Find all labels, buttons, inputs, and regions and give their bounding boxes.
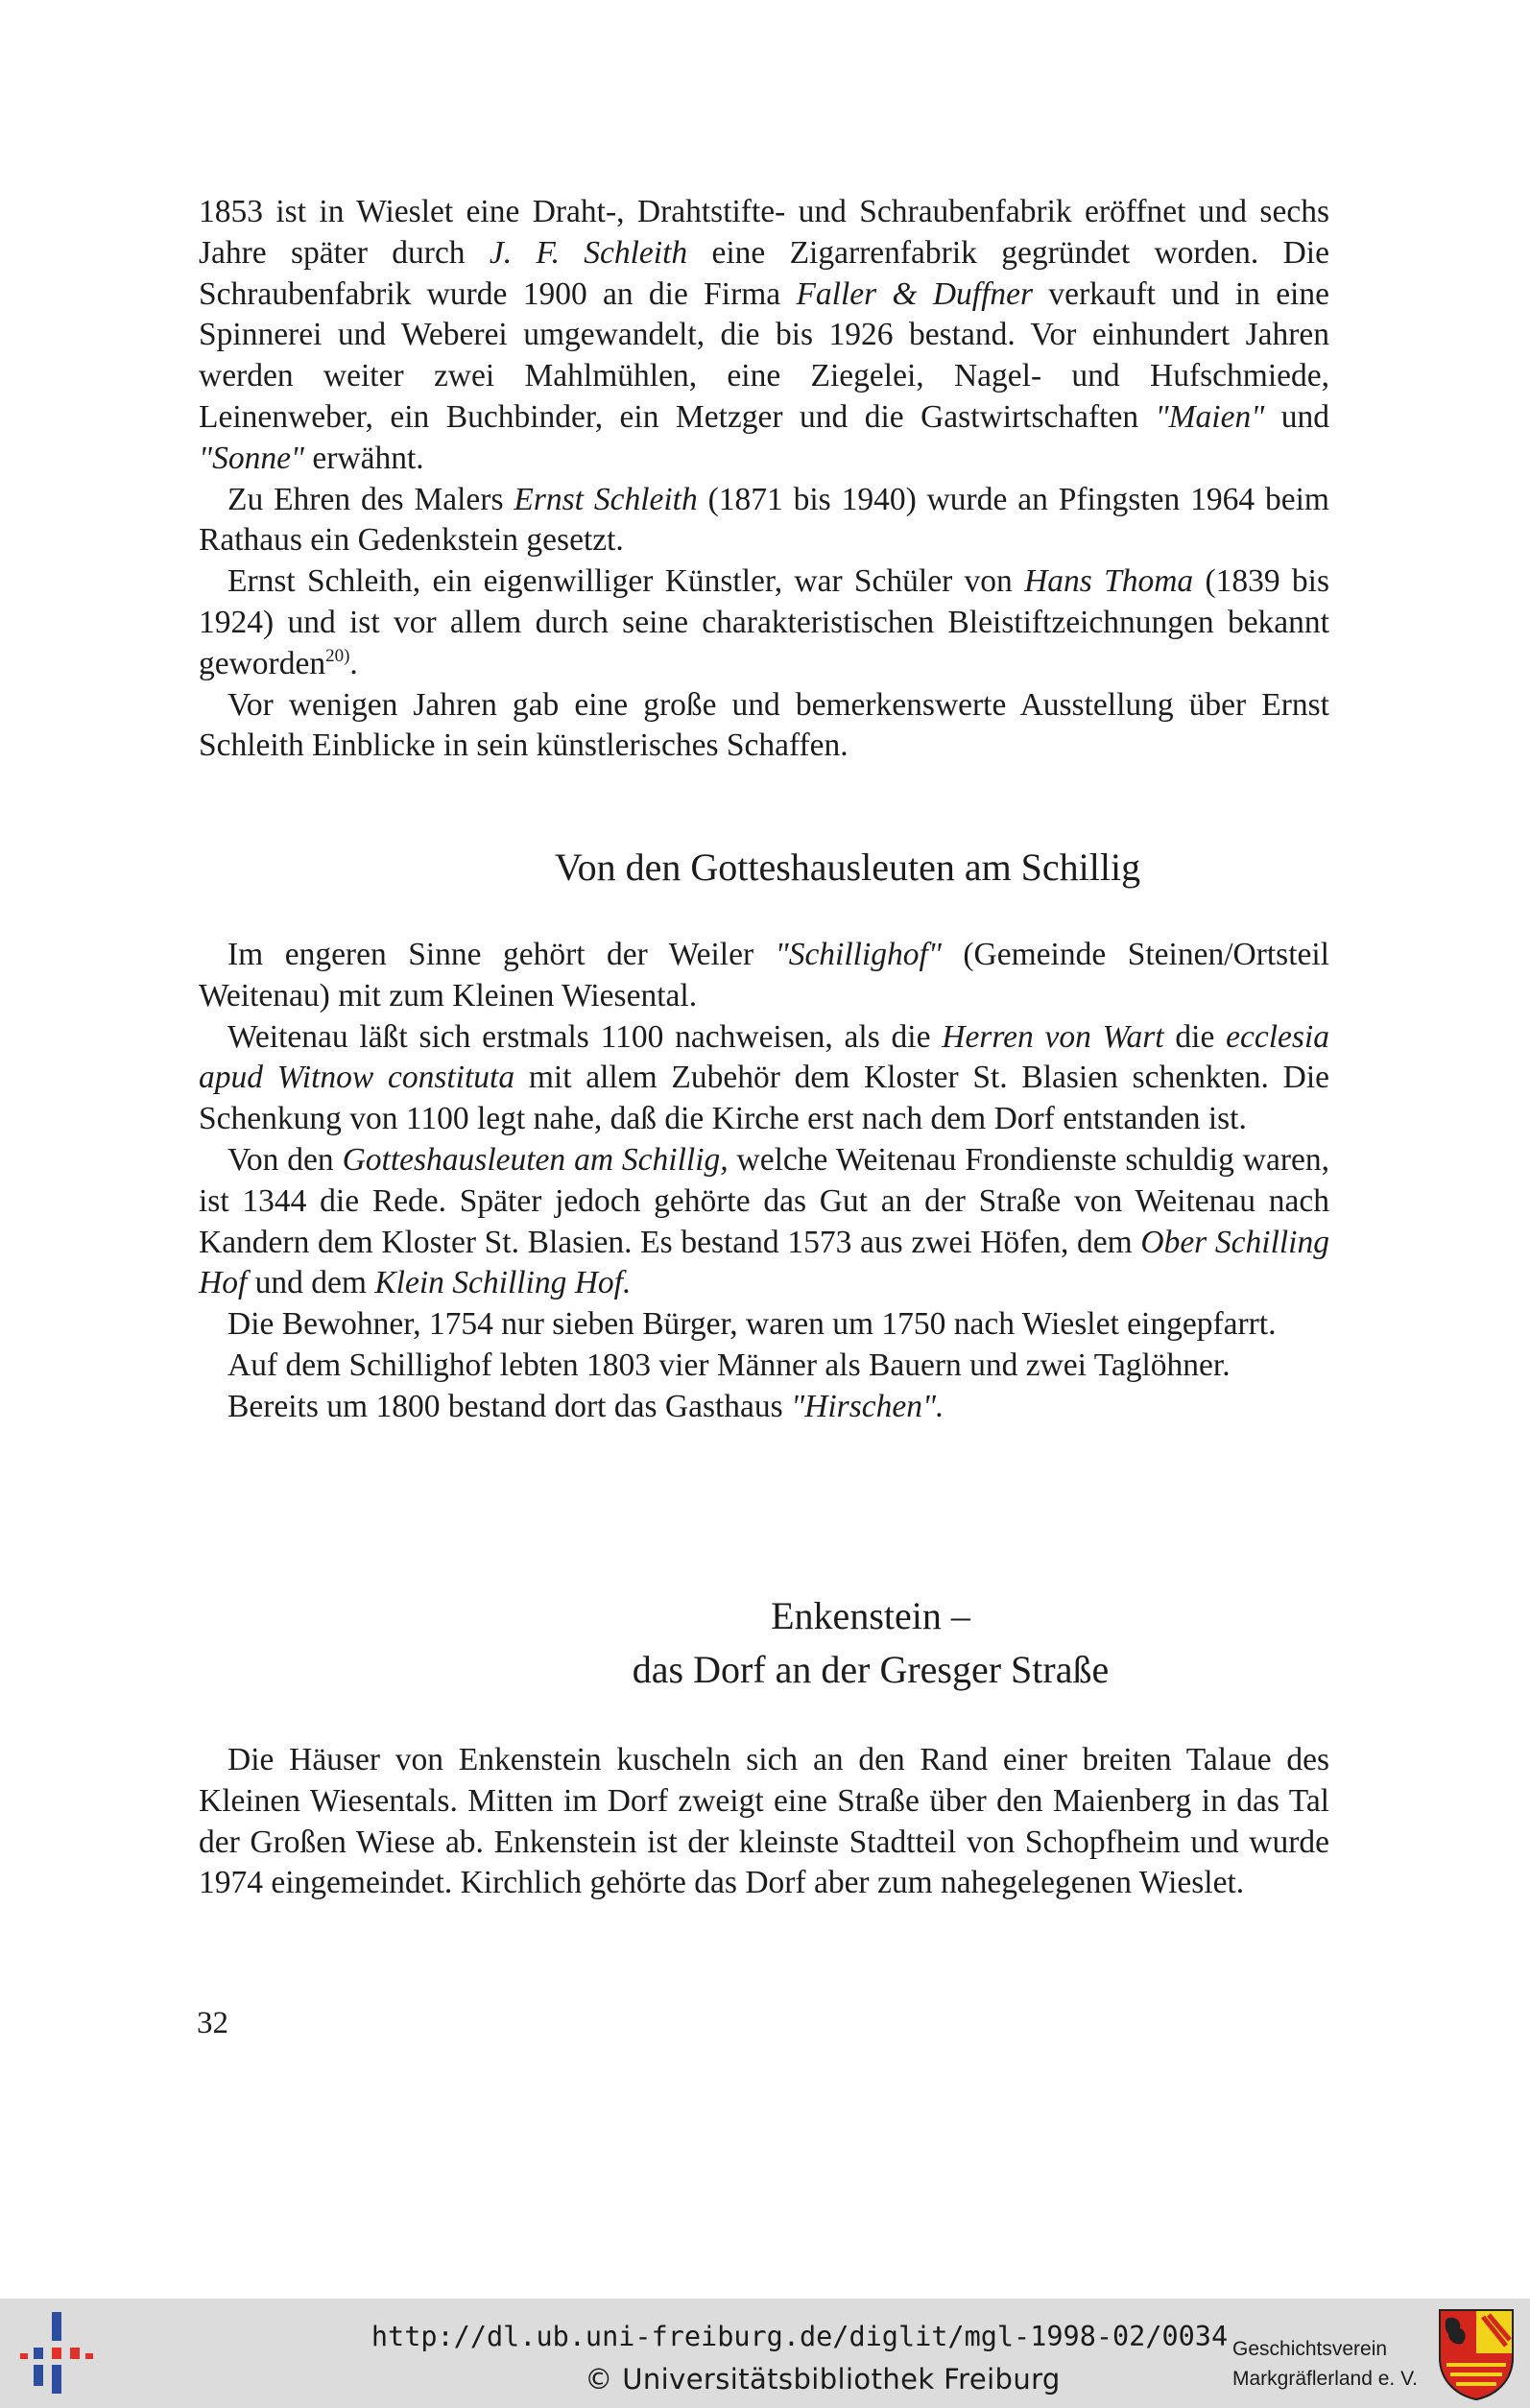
- text-run: Auf dem Schillighof lebten 1803 vier Männer als Bauern und zwei Taglöhner.: [227, 1347, 1231, 1383]
- text-block-wieslet: [199, 192, 1329, 767]
- text-run: und dem: [247, 1265, 375, 1301]
- heading-line-1: Enkenstein –: [771, 1594, 970, 1637]
- text-run: welche Weitenau Frondienste schuldig waren, ist 1344 die Rede. Später jedoch gehörte das Gut an der Straße von Weitenau nach Kandern dem Kloster St. Blasien. Es bestand 1573 aus zwei Höfen, dem: [199, 1141, 1329, 1260]
- paragraph: [199, 1387, 1329, 1428]
- paragraph: [199, 480, 1329, 562]
- text-run: verkauft und in eine Spinnerei und Weberei umgewandelt, die bis 1926 bestand. Vor einhundert Jahren werden weiter zwei Mahlmühlen, eine Ziegelei, Nagel- und Hufschmiede, Leinenweber, ein Buchbinder, ein Metzger und die Gastwirtschaften: [199, 275, 1329, 435]
- paragraph: [199, 685, 1329, 768]
- text-block-schillig: [199, 935, 1329, 1428]
- italic-text: Faller & Duffner: [796, 275, 1034, 312]
- paragraph: [199, 935, 1329, 1017]
- italic-text: Hans Thoma: [1024, 563, 1194, 600]
- text-run: die: [1163, 1018, 1227, 1055]
- text-run: (Gemeinde Steinen/Ortsteil Weitenau) mit zum Kleinen Wiesental.: [199, 937, 1329, 1013]
- society-name-line-2: Markgräflerland e. V.: [1232, 2368, 1418, 2390]
- paragraph: [199, 1140, 1329, 1304]
- section-heading-schillig: Von den Gotteshausleuten am Schillig: [554, 846, 1141, 889]
- text-run: mit allem Zubehör dem Kloster St. Blasien schenkten. Die Schenkung von 1100 legt nahe, daß die Kirche erst nach dem Dorf entstanden ist.: [199, 1060, 1329, 1137]
- paragraph: [199, 1346, 1329, 1387]
- paragraph: [199, 1740, 1329, 1904]
- text-run: und: [1264, 398, 1329, 435]
- italic-text: "Hirschen".: [791, 1388, 944, 1424]
- page-number: 32: [197, 2006, 228, 2040]
- paragraph: [199, 1017, 1329, 1140]
- text-run: (1839 bis 1924) und ist vor allem durch seine charakteristischen Bleistiftzeichnungen bekannt geworden: [199, 563, 1330, 681]
- text-run: .: [349, 645, 358, 681]
- italic-text: Ernst Schleith: [514, 481, 698, 517]
- italic-text: ecclesia apud Witnow constituta: [199, 1018, 1329, 1096]
- text-run: Ernst Schleith, ein eigenwilliger Künstler, war Schüler von: [227, 563, 1025, 600]
- italic-text: "Sonne": [199, 440, 305, 476]
- paragraph: [199, 1304, 1329, 1346]
- italic-text: "Maien": [1155, 398, 1265, 435]
- text-run: Die Bewohner, 1754 nur sieben Bürger, waren um 1750 nach Wieslet eingepfarrt.: [227, 1306, 1277, 1343]
- heading-line-2: das Dorf an der Gresger Straße: [632, 1648, 1110, 1691]
- paragraph: [199, 192, 1329, 480]
- italic-text: Ober Schilling Hof: [199, 1224, 1329, 1301]
- coat-of-arms-icon: [1437, 2307, 1516, 2401]
- society-name-line-1: Geschichtsverein: [1232, 2338, 1388, 2360]
- text-run: Zu Ehren des Malers: [227, 481, 514, 517]
- italic-text: "Schillighof": [775, 937, 942, 972]
- text-run: eine Zigarrenfabrik gegründet worden. Die Schraubenfabrik wurde 1900 an die Firma: [199, 234, 1329, 312]
- italic-text: J. F. Schleith: [489, 234, 688, 271]
- text-run: Die Häuser von Enkenstein kuscheln sich an den Rand einer breiten Talaue des Kleinen Wiesentals. Mitten im Dorf zweigt eine Straße über den Maienberg in das Tal der Großen Wiese ab. Enkenstein ist der kleinste Stadtteil von Schopfheim und wurde 1974 eingemeindet. Kirchlich gehörte das Dorf aber zum nahegelegenen Wieslet.: [199, 1742, 1329, 1901]
- paragraph: [199, 561, 1329, 684]
- permalink-url[interactable]: http://dl.ub.uni-freiburg.de/diglit/mgl-1998-02/0034: [371, 2321, 1229, 2352]
- text-run: Vor wenigen Jahren gab eine große und bemerkenswerte Ausstellung über Ernst Schleith Einblicke in sein künstlerisches Schaffen.: [199, 686, 1329, 764]
- text-run: Von den: [227, 1141, 343, 1178]
- italic-text: Herren von Wart: [942, 1018, 1164, 1055]
- copyright-notice: © Universitätsbibliothek Freiburg: [585, 2363, 1061, 2396]
- italic-text: Gotteshausleuten am Schillig,: [342, 1141, 729, 1178]
- text-block-enkenstein: [199, 1740, 1329, 1904]
- text-run: Weitenau läßt sich erstmals 1100 nachweisen, als die: [227, 1018, 943, 1055]
- italic-text: Klein Schilling Hof.: [374, 1265, 632, 1301]
- text-run: erwähnt.: [304, 440, 424, 476]
- footnote-ref: 20): [325, 645, 350, 666]
- text-run: (1871 bis 1940) wurde an Pfingsten 1964 beim Rathaus ein Gedenkstein gesetzt.: [199, 481, 1329, 559]
- text-run: Im engeren Sinne gehört der Weiler: [227, 937, 776, 972]
- text-run: Bereits um 1800 bestand dort das Gasthaus: [227, 1388, 792, 1424]
- text-run: 1853 ist in Wieslet eine Draht-, Drahtstifte- und Schraubenfabrik eröffnet und sechs Jahre später durch: [199, 194, 1329, 271]
- section-heading-enkenstein: [106, 1589, 1530, 1697]
